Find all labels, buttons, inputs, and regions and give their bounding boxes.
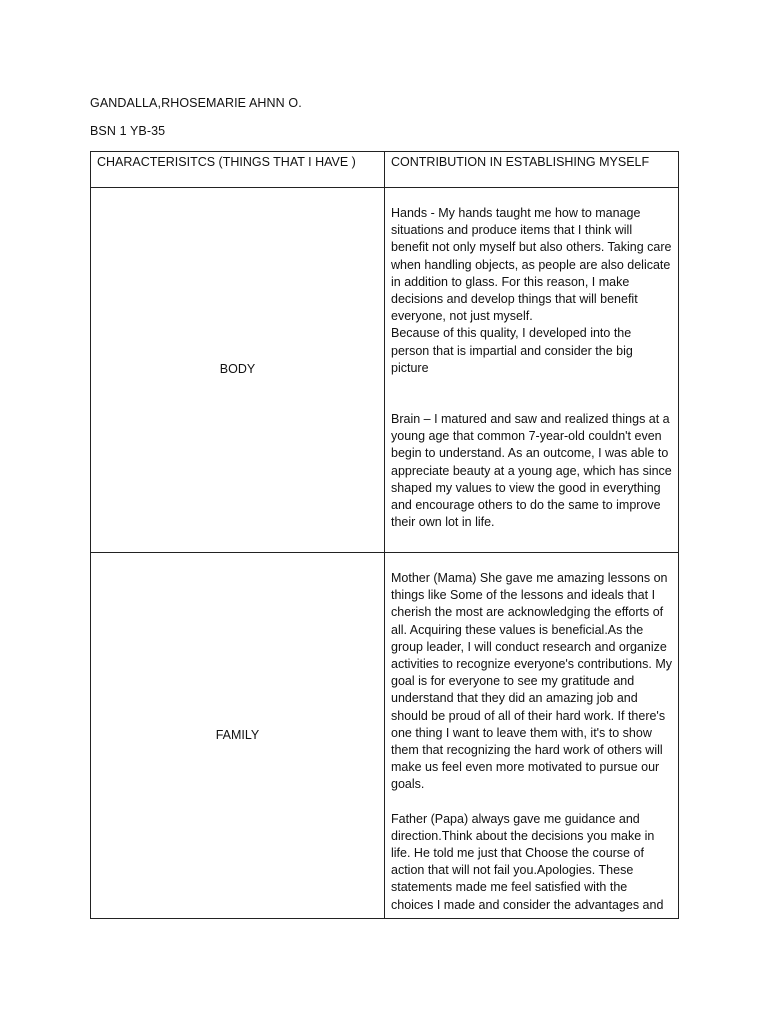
- header-cell-characteristics: [91, 152, 385, 188]
- table-row: [91, 553, 679, 919]
- table-header-row: [91, 152, 679, 188]
- student-section: BSN 1 YB-35: [90, 124, 166, 138]
- paragraph-father: Father (Papa) always gave me guidance and direction.Think about the decisions you make in life. He told me just that Choose the course of action that will not fail you.Apologies. These statements made me feel satisfied with the choices I made and consider the advantages and: [391, 811, 664, 912]
- header-cell-contribution: [385, 152, 679, 188]
- student-name: GANDALLA,RHOSEMARIE AHNN O.: [90, 96, 302, 110]
- paragraph-brain: Brain – I matured and saw and realized things at a young age that common 7-year-old couldn't even begin to understand. As an outcome, I was able to appreciate beauty at a young age, which has since shaped my values to view the good in everything and encourage others to do the same to improve their own lot in life.: [391, 412, 672, 530]
- category-label-body: BODY: [219, 362, 256, 377]
- contribution-cell-body: [385, 188, 679, 553]
- category-label-family: FAMILY: [215, 727, 260, 742]
- characteristics-table: [90, 151, 679, 919]
- category-cell-family: [91, 553, 385, 919]
- paragraph-hands: Hands - My hands taught me how to manage situations and produce items that I think will benefit not only myself but also others. Taking care when handling objects, as people are also delicate in addition to glass. For this reason, I make decisions and develop things that will benefit everyone, not just myself.: [391, 206, 672, 324]
- paragraph-mother: Mother (Mama) She gave me amazing lessons on things like Some of the lessons and ideals that I cherish the most are acknowledging the efforts of all. Acquiring these values is beneficial.As the group leader, I will conduct research and organize activities to recognize everyone's contributions. My goal is for everyone to see my gratitude and understand that they did an amazing job and should be proud of all of their hard work. If there's one thing I want to leave them with, it's to show them that recognizing the hard work of others will make us feel even more motivated to pursue our goals.: [391, 571, 672, 792]
- column-header-contribution: CONTRIBUTION IN ESTABLISHING MYSELF: [391, 155, 650, 169]
- category-cell-body: [91, 188, 385, 553]
- table-row: [91, 188, 679, 553]
- column-header-characteristics: CHARACTERISITCS (THINGS THAT I HAVE ): [97, 155, 356, 169]
- contribution-cell-family: [385, 553, 679, 919]
- paragraph-impartial: Because of this quality, I developed into the person that is impartial and consider the big picture: [391, 326, 633, 375]
